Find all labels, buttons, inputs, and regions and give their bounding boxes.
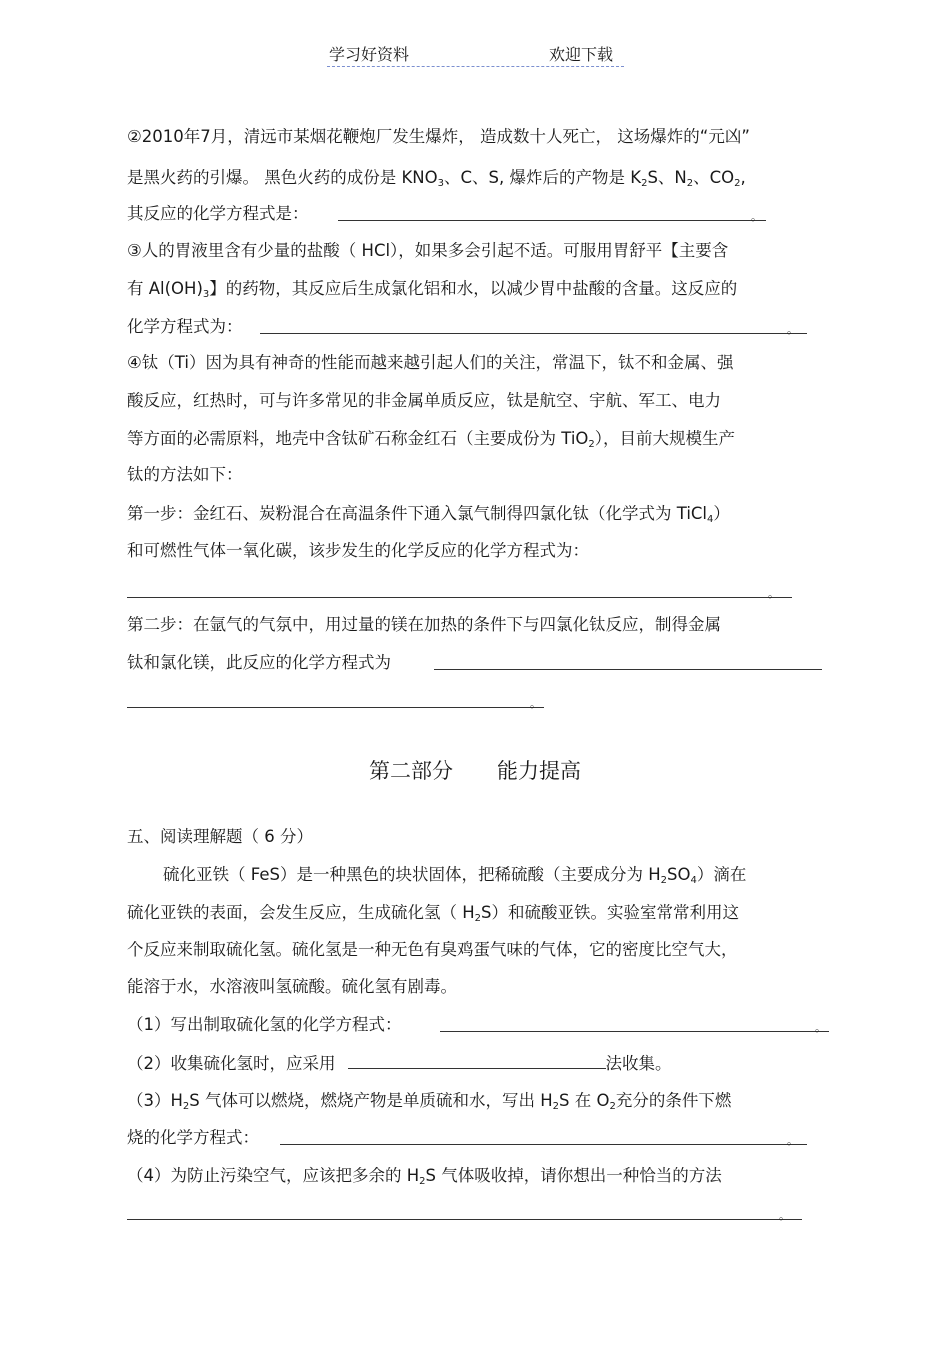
answer-blank-q2[interactable] xyxy=(338,220,766,221)
q5-item3-line2: 烧的化学方程式： xyxy=(127,1128,259,1147)
period-mark: 。 xyxy=(779,1209,790,1222)
answer-blank-q3[interactable] xyxy=(260,333,807,334)
period-mark: 。 xyxy=(787,323,798,336)
answer-blank-step2a[interactable] xyxy=(434,669,822,670)
answer-blank-step1[interactable] xyxy=(127,597,792,598)
answer-blank-item3[interactable] xyxy=(280,1144,807,1145)
q4-step2-line1: 第二步：在氩气的气氛中，用过量的镁在加热的条件下与四氯化钛反应，制得金属 xyxy=(127,615,721,634)
q5-item2: （2）收集硫化氢时，应采用 法收集。 xyxy=(127,1054,672,1073)
q3-line2: 有 $Al(OH)_3$】的药物，其反应后生成氯化铝和水，以减少胃中盐酸的含量。这反应的 xyxy=(127,279,738,300)
answer-blank-step2b[interactable] xyxy=(127,707,544,708)
q4-line1: ④钛（Ti）因为具有神奇的性能而越来越引起人们的关注，常温下，钛不和金属、强 xyxy=(127,353,734,372)
section-title: 第二部分 能力提高 xyxy=(369,759,581,783)
q3-line3: 化学方程式为： xyxy=(127,317,243,336)
q4-step2-line2: 钛和氯化镁，此反应的化学方程式为 xyxy=(127,653,391,672)
answer-blank-item4[interactable] xyxy=(127,1219,802,1220)
q4-step1-line2: 和可燃性气体一氧化碳，该步发生的化学反应的化学方程式为： xyxy=(127,541,589,560)
q5-para-line3: 个反应来制取硫化氢。硫化氢是一种无色有臭鸡蛋气味的气体，它的密度比空气大， xyxy=(127,940,738,959)
q5-item1: （1）写出制取硫化氢的化学方程式： xyxy=(127,1015,402,1034)
q5-para-line1: 硫化亚铁（ FeS）是一种黑色的块状固体，把稀硫酸（主要成分为 $H_2SO_4$）滴在 xyxy=(163,865,747,886)
q2-line2: 是黑火药的引爆。 黑色火药的成份是 $KNO_3$、C、S, 爆炸后的产物是 $K_2S$、$N_2$、$CO_2$, xyxy=(127,168,746,189)
header-left: 学习好资料 xyxy=(329,45,410,64)
q4-line4: 钛的方法如下： xyxy=(127,465,243,484)
header-right: 欢迎下载 xyxy=(549,45,614,64)
period-mark: 。 xyxy=(751,210,762,223)
q4-step1-line1: 第一步：金红石、炭粉混合在高温条件下通入氯气制得四氯化钛（化学式为 TiCl$_4$） xyxy=(127,504,730,525)
q5-heading: 五、阅读理解题（ 6 分） xyxy=(127,827,313,846)
answer-blank-item1[interactable] xyxy=(440,1031,829,1032)
q4-line2: 酸反应，红热时，可与许多常见的非金属单质反应，钛是航空、宇航、军工、电力 xyxy=(127,391,721,410)
period-mark: 。 xyxy=(530,697,541,710)
q4-line3: 等方面的必需原料，地壳中含钛矿石称金红石（主要成份为 TiO$_2$），目前大规模生产 xyxy=(127,429,736,450)
period-mark: 。 xyxy=(815,1021,826,1034)
q5-item4: （4）为防止污染空气，应该把多余的 $H_2S$ 气体吸收掉，请你想出一种恰当的方法 xyxy=(127,1166,722,1187)
q2-line3: 其反应的化学方程式是： xyxy=(127,204,309,223)
q5-item3-line1: $(3)H_2S$ 气体可以燃烧，燃烧产物是单质硫和水，写出 $H_2S$ 在 $O_2$充分的条件下燃 xyxy=(127,1091,732,1112)
q3-line1: ③人的胃液里含有少量的盐酸（ HCl），如果多会引起不适。可服用胃舒平【主要含 xyxy=(127,241,729,260)
q5-para-line4: 能溶于水，水溶液叫氢硫酸。硫化氢有剧毒。 xyxy=(127,977,457,996)
period-mark: 。 xyxy=(768,587,779,600)
q2-line1: ②2010年7月，清远市某烟花鞭炮厂发生爆炸， 造成数十人死亡， 这场爆炸的“元凶” xyxy=(127,127,750,146)
q5-para-line2: 硫化亚铁的表面，会发生反应，生成硫化氢（ $H_2S$）和硫酸亚铁。实验室常常利用这 xyxy=(127,903,740,924)
period-mark: 。 xyxy=(787,1134,798,1147)
page-header xyxy=(327,42,624,67)
